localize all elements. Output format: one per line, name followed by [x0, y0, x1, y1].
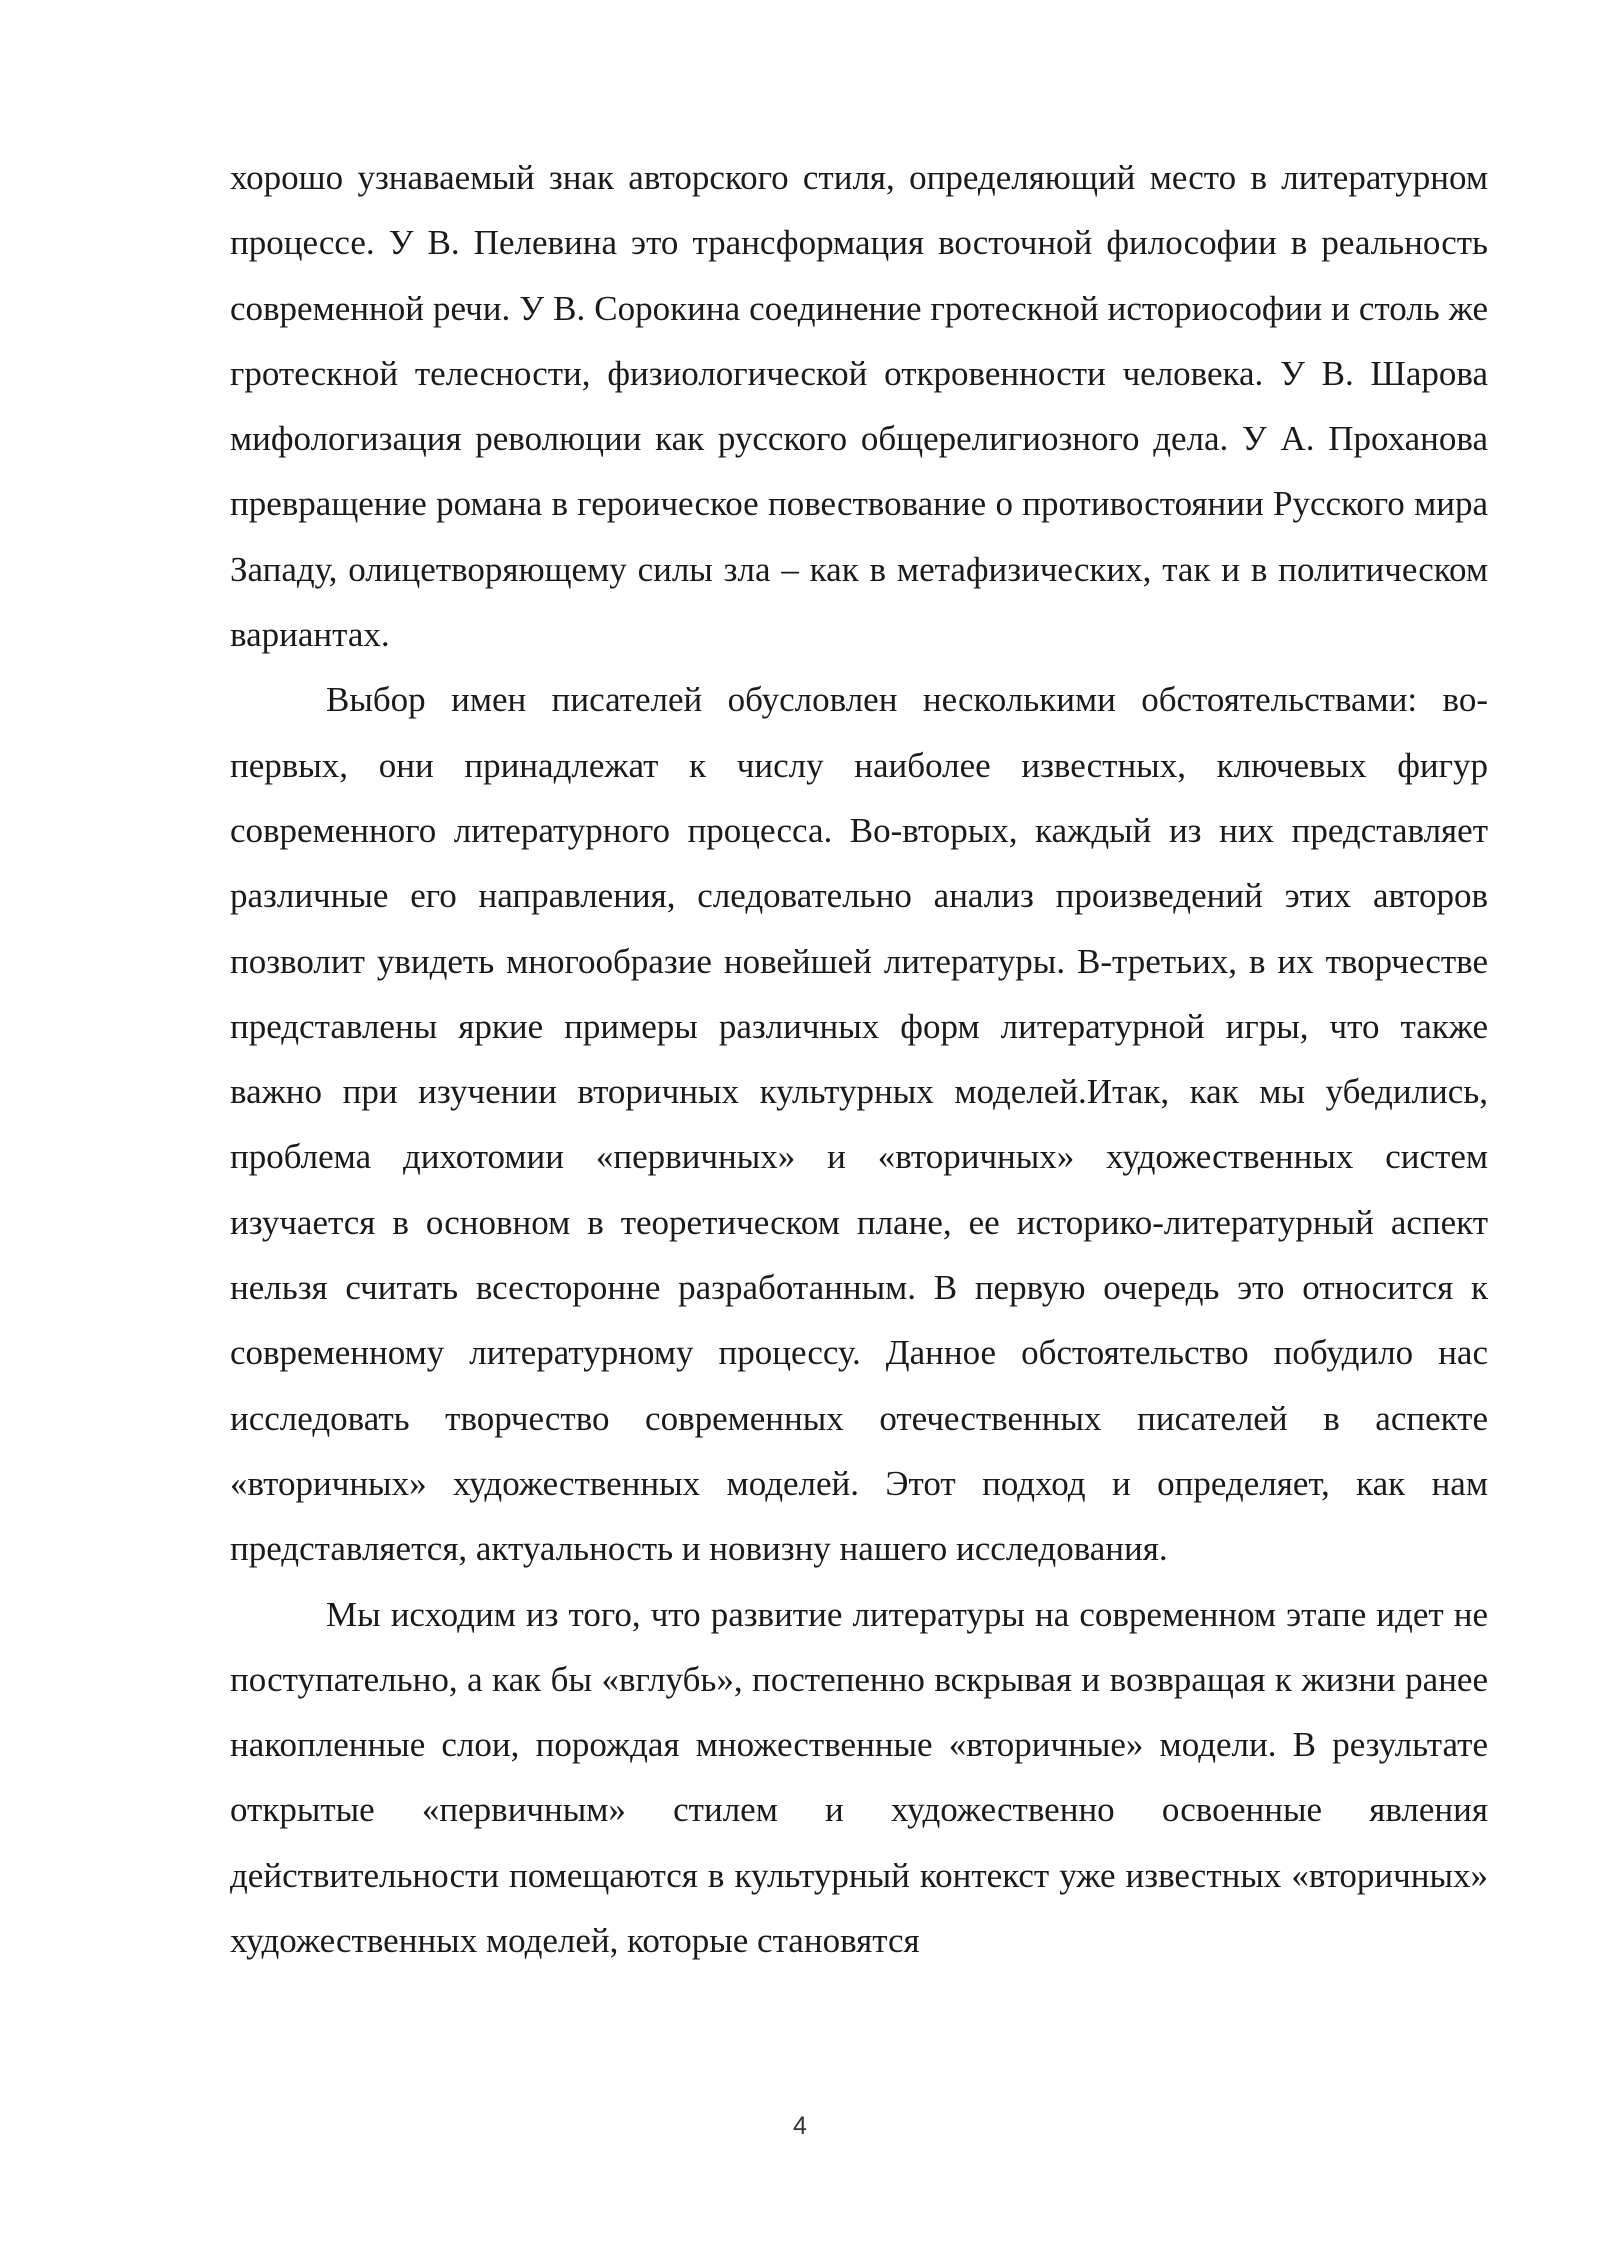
page-number: 4	[793, 2112, 807, 2140]
body-text	[230, 145, 1488, 1973]
paragraph-3: Мы исходим из того, что развитие литературы на современном этапе идет не поступательно, а как бы «вглубь», постепенно вскрывая и возвращая к жизни ранее накопленные слои, порождая множественные «вторичные» модели. В результате открытые «первичным» стилем и художественно освоенные явления действительности помещаются в культурный контекст уже известных «вторичных» художественных моделей, которые становятся	[230, 1594, 1488, 1961]
paragraph-1: хорошо узнаваемый знак авторского стиля, определяющий место в литературном процессе. У В. Пелевина это трансформация восточной философии в реальность современной речи. У В. Сорокина соединение гротескной историософии и столь же гротескной телесности, физиологической откровенности человека. У В. Шарова мифологизация революции как русского общерелигиозного дела. У А. Проханова превращение романа в героическое повествование о противостоянии Русского мира Западу, олицетворяющему силы зла – как в метафизических, так и в политическом вариантах.	[230, 158, 1488, 655]
paragraph-2: Выбор имен писателей обусловлен несколькими обстоятельствами: во-первых, они принадлежат к числу наиболее известных, ключевых фигур современного литературного процесса. Во-вторых, каждый из них представляет различные его направления, следовательно анализ произведений этих авторов позволит увидеть многообразие новейшей литературы. В-третьих, в их творчестве представлены яркие примеры различных форм литературной игры, что также важно при изучении вторичных культурных моделей.Итак, как мы убедились, проблема дихотомии «первичных» и «вторичных» художественных систем изучается в основном в теоретическом плане, ее историко-литературный аспект нельзя считать всесторонне разработанным. В первую очередь это относится к современному литературному процессу. Данное обстоятельство побудило нас исследовать творчество современных отечественных писателей в аспекте «вторичных» художественных моделей. Этот подход и определяет, как нам представляется, актуальность и новизну нашего исследования.	[230, 680, 1488, 1569]
